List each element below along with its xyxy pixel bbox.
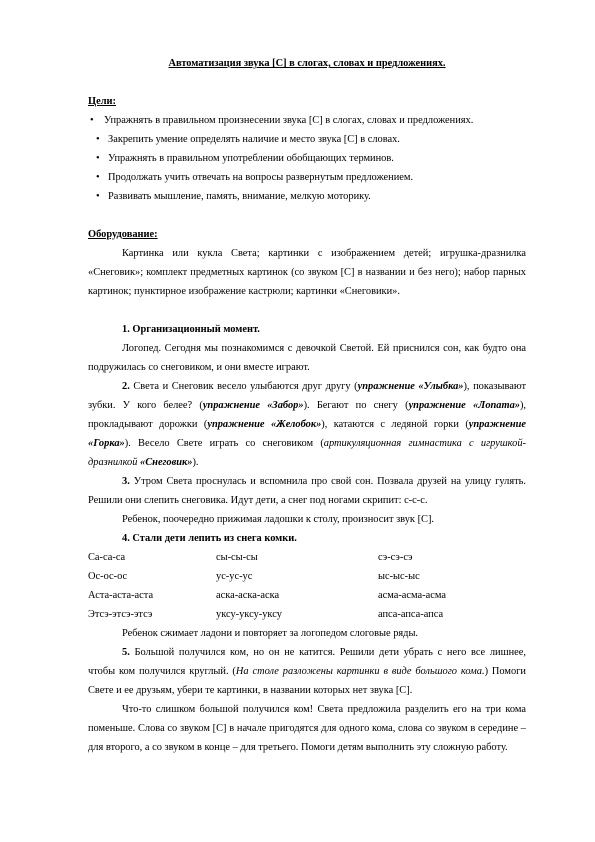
syllable-cell: сы-сы-сы [216,552,258,563]
syllable-table [88,548,526,624]
goal-item: • Развивать мышление, память, внимание, мелкую моторику. [88,187,526,206]
document-title: Автоматизация звука [С] в слогах, словах и предложениях. [168,58,446,69]
section-3: 3. Утром Света проснулась и вспомнила про свой сон. Позвала друзей на улицу гулять. Решили они слепить снеговика. Идут дети, а снег под ногами скрипит: с-с-с. [88,476,526,506]
syllable-cell: Аста-аста-аста [88,590,154,601]
section-5: 5. Большой получился ком, но он не катится. Решили дети убрать с него все лишнее, чтобы ком получился круглый. (На столе разложены картинки в виде большого кома.) Помоги Свете и ее друзьям, убери те картинки, в названии которых нет звука [С]. [88,647,526,696]
goals-list [88,111,526,206]
section-5-text: Что-то слишком большой получился ком! Света предложила разделить его на три кома поменьше. Слова со звуком [С] в начале пригодятся для одного кома, слова со звуком в середине – для второго, а со звуком в конце – для третьего. Помоги детям выполнить эту сложную работу. [88,704,526,753]
syllable-cell: сэ-сэ-сэ [378,552,413,563]
syllable-cell: Са-са-са [88,552,126,563]
bullet-icon: • [90,115,94,126]
section-2: 2. Света и Снеговик весело улыбаются друг другу (упражнение «Улыбка»), показывают зубки. У кого белее? (упражнение «Забор»). Бегают по снегу (упражнение «Лопата»), прокладывают дорожки (упражнение «Желобок»), катаются с ледяной горки (упражнение «Горка»). Весело Свете играть со снеговиком (артикуляционная гимнастика с игрушкой-дразнилкой «Снеговик»). [88,381,527,468]
section-1 [88,320,526,339]
bullet-icon: • [96,172,100,183]
equipment-header: Оборудование: [88,229,158,240]
syllable-cell: уксу-уксу-уксу [216,609,282,620]
section-1-heading: 1. Организационный момент. [122,324,260,335]
document-body [88,54,526,757]
section-3-text: Ребенок, поочередно прижимая ладошки к столу, произносит звук [С]. [122,514,435,525]
bullet-icon: • [96,153,100,164]
goal-item: • Упражнять в правильном употреблении обобщающих терминов. [88,149,526,168]
syllable-cell: Ос-ос-ос [88,571,128,582]
bullet-icon: • [96,134,100,145]
bullet-icon: • [96,191,100,202]
goal-item: • Упражнять в правильном произнесении звука [С] в слогах, словах и предложениях. [88,111,526,130]
goal-item: • Продолжать учить отвечать на вопросы развернутым предложением. [88,168,526,187]
syllable-cell: ус-ус-ус [216,571,253,582]
equipment-text: Картинка или кукла Света; картинки с изображением детей; игрушка-дразнилка «Снеговик»; комплект предметных картинок (со звуком [С] в названии и без него); набор парных картинок; пунктирное изображение кастрюли; картинки «Снеговики». [88,248,526,297]
syllable-cell: асма-асма-асма [378,590,446,601]
syllable-cell: аска-аска-аска [216,590,280,601]
syllable-cell: Этсэ-этсэ-этсэ [88,609,153,620]
goal-item: • Закрепить умение определять наличие и место звука [С] в словах. [88,130,526,149]
syllable-cell: апса-апса-апса [378,609,444,620]
goals-header: Цели: [88,96,116,107]
section-4: 4. Стали дети лепить из снега комки. [122,533,297,544]
section-4-text: Ребенок сжимает ладони и повторяет за логопедом слоговые ряды. [122,628,419,639]
syllable-cell: ыс-ыс-ыс [378,571,420,582]
section-1-text: Логопед. Сегодня мы познакомимся с девочкой Светой. Ей приснился сон, как будто она подружилась со снеговиком, и они вместе играют. [88,343,526,373]
